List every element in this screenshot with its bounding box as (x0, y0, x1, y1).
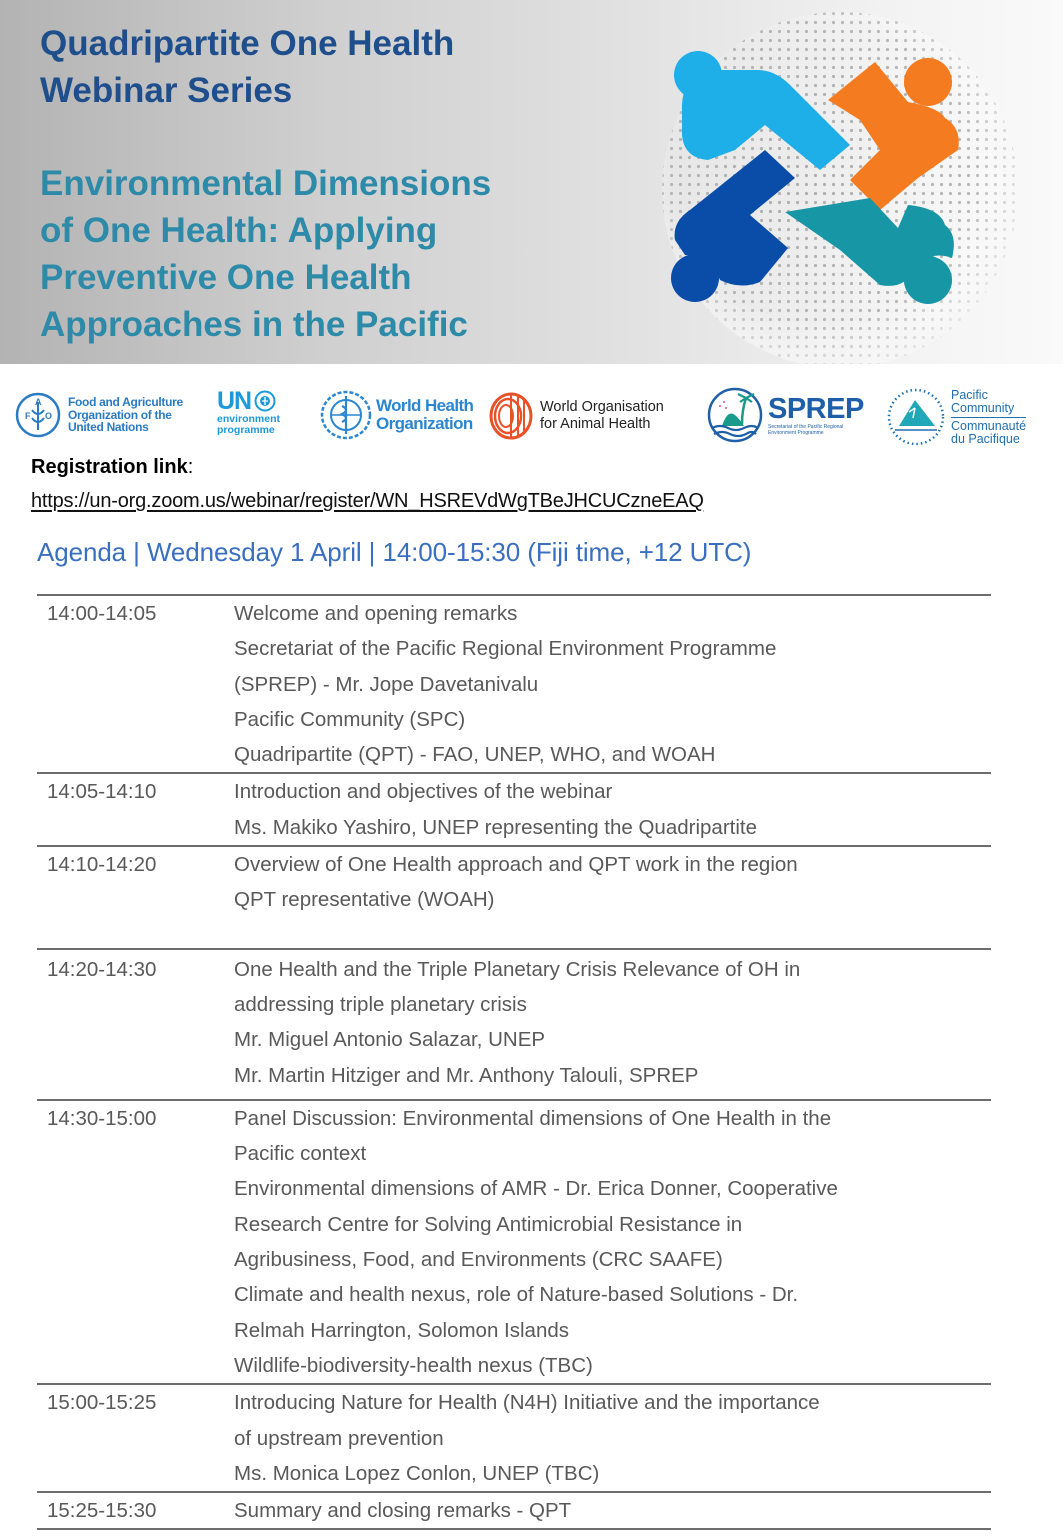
agenda-line: Agribusiness, Food, and Environments (CRC SAAFE) (234, 1248, 723, 1272)
agenda-description (234, 952, 991, 1093)
agenda-line: Overview of One Health approach and QPT work in the region (234, 853, 798, 877)
unep-logo-text: environment (217, 413, 281, 425)
svg-text:F: F (25, 411, 31, 421)
agenda-description (234, 1493, 991, 1528)
registration-link[interactable]: https://un-org.zoom.us/webinar/register/WN_HSREVdWgTBeJHCUCzneEAQ (31, 490, 704, 512)
agenda-line: Pacific context (234, 1142, 367, 1166)
agenda-row (37, 774, 991, 847)
agenda-line: One Health and the Triple Planetary Crisis Relevance of OH in (234, 957, 801, 981)
who-logo-text: Organization (376, 414, 473, 433)
sprep-logo-text: Secretariat of the Pacific Regional (768, 424, 844, 430)
agenda-time: 14:10-14:20 (47, 853, 157, 877)
webinar-title-line: of One Health: Applying (40, 211, 438, 250)
agenda-line: Summary and closing remarks - QPT (234, 1499, 572, 1523)
sprep-mark: SPREP (768, 393, 864, 425)
registration-label-colon: : (187, 456, 194, 478)
spc-logo (885, 386, 1026, 448)
agenda-row (37, 1385, 991, 1493)
unep-mark: UN (217, 387, 252, 415)
webinar-title-line: Approaches in the Pacific (40, 305, 468, 344)
agenda-heading: Agenda | Wednesday 1 April | 14:00-15:30 (Fiji time, +12 UTC) (37, 537, 752, 567)
agenda-line: (SPREP) - Mr. Jope Davetanivalu (234, 672, 539, 696)
agenda-time: 14:20-14:30 (47, 957, 157, 981)
agenda-time: 15:00-15:25 (47, 1391, 157, 1415)
agenda-time: 14:30-15:00 (47, 1106, 157, 1130)
who-logo (320, 390, 473, 440)
agenda-line: Climate and health nexus, role of Nature-based Solutions - Dr. (234, 1283, 799, 1307)
agenda-table (37, 594, 991, 1530)
who-logo-text: World Health (376, 396, 474, 415)
agenda-line: Introducing Nature for Health (N4H) Initiative and the importance (234, 1391, 820, 1415)
woah-emblem-icon (488, 392, 534, 440)
svg-text:O: O (45, 411, 53, 421)
sprep-emblem-icon (706, 386, 764, 444)
one-health-people-globe-icon (640, 0, 1063, 364)
fao-logo-text: Organization of the (68, 407, 172, 422)
agenda-line: Mr. Miguel Antonio Salazar, UNEP (234, 1028, 546, 1052)
unep-logo (217, 388, 280, 436)
agenda-line: Pacific Community (SPC) (234, 707, 466, 731)
agenda-line: Ms. Makiko Yashiro, UNEP representing the Quadripartite (234, 815, 757, 839)
agenda-line: Quadripartite (QPT) - FAO, UNEP, WHO, and WOAH (234, 743, 716, 767)
spc-logo-text: Community (951, 402, 1026, 418)
partner-logos (0, 382, 1063, 454)
agenda-description (234, 1101, 991, 1383)
agenda-line: Introduction and objectives of the webinar (234, 780, 613, 804)
spc-logo-text: du Pacifique (951, 431, 1020, 446)
spc-emblem-icon (885, 386, 947, 448)
svg-text:A: A (35, 397, 42, 407)
agenda-description (234, 774, 991, 845)
agenda-description (234, 847, 991, 918)
webinar-title-line: Preventive One Health (40, 258, 412, 297)
agenda-row (37, 1493, 991, 1530)
agenda-line: Welcome and opening remarks (234, 602, 518, 625)
fao-logo (15, 392, 183, 438)
webinar-title-line: Environmental Dimensions (40, 164, 492, 203)
spc-logo-text: Pacific (951, 387, 988, 402)
agenda-line: Secretariat of the Pacific Regional Environment Programme (234, 637, 777, 661)
agenda-row (37, 847, 991, 950)
agenda-line: Environmental dimensions of AMR - Dr. Erica Donner, Cooperative (234, 1177, 838, 1201)
agenda-row (37, 950, 991, 1101)
fao-logo-text: Food and Agriculture (68, 395, 183, 410)
registration-label-text: Registration link (31, 456, 188, 478)
agenda-row (37, 1101, 991, 1385)
agenda-line: addressing triple planetary crisis (234, 992, 527, 1016)
fao-emblem-icon (15, 392, 61, 438)
sprep-logo (706, 386, 864, 444)
series-title (40, 20, 600, 114)
woah-logo-text: World Organisation (540, 399, 664, 415)
agenda-line: Mr. Martin Hitziger and Mr. Anthony Talouli, SPREP (234, 1063, 699, 1087)
agenda-time: 15:25-15:30 (47, 1499, 157, 1523)
header-banner (0, 0, 1063, 364)
agenda-line: Ms. Monica Lopez Conlon, UNEP (TBC) (234, 1461, 600, 1485)
agenda-description (234, 1385, 991, 1491)
agenda-line: QPT representative (WOAH) (234, 888, 495, 912)
webinar-title (40, 160, 620, 348)
agenda-row (37, 596, 991, 774)
unep-globe-icon (254, 390, 276, 412)
agenda-line: of upstream prevention (234, 1426, 444, 1450)
unep-logo-text: programme (217, 424, 275, 436)
series-title-line: Quadripartite One Health (40, 24, 455, 63)
sprep-logo-text: Environment Programme (768, 430, 824, 436)
agenda-description (234, 596, 991, 772)
woah-logo-text: for Animal Health (540, 416, 651, 432)
agenda-line: Wildlife-biodiversity-health nexus (TBC) (234, 1353, 593, 1377)
series-title-line: Webinar Series (40, 71, 293, 110)
agenda-time: 14:05-14:10 (47, 780, 157, 804)
agenda-line: Relmah Harrington, Solomon Islands (234, 1318, 569, 1342)
woah-logo (488, 392, 664, 440)
who-emblem-icon (320, 390, 372, 440)
fao-logo-text: United Nations (68, 420, 149, 435)
registration-label (31, 456, 193, 479)
agenda-time: 14:00-14:05 (47, 602, 157, 625)
spc-logo-text: Communauté (951, 418, 1027, 433)
agenda-line: Research Centre for Solving Antimicrobial Resistance in (234, 1212, 743, 1236)
agenda-line: Panel Discussion: Environmental dimensions of One Health in the (234, 1106, 832, 1130)
